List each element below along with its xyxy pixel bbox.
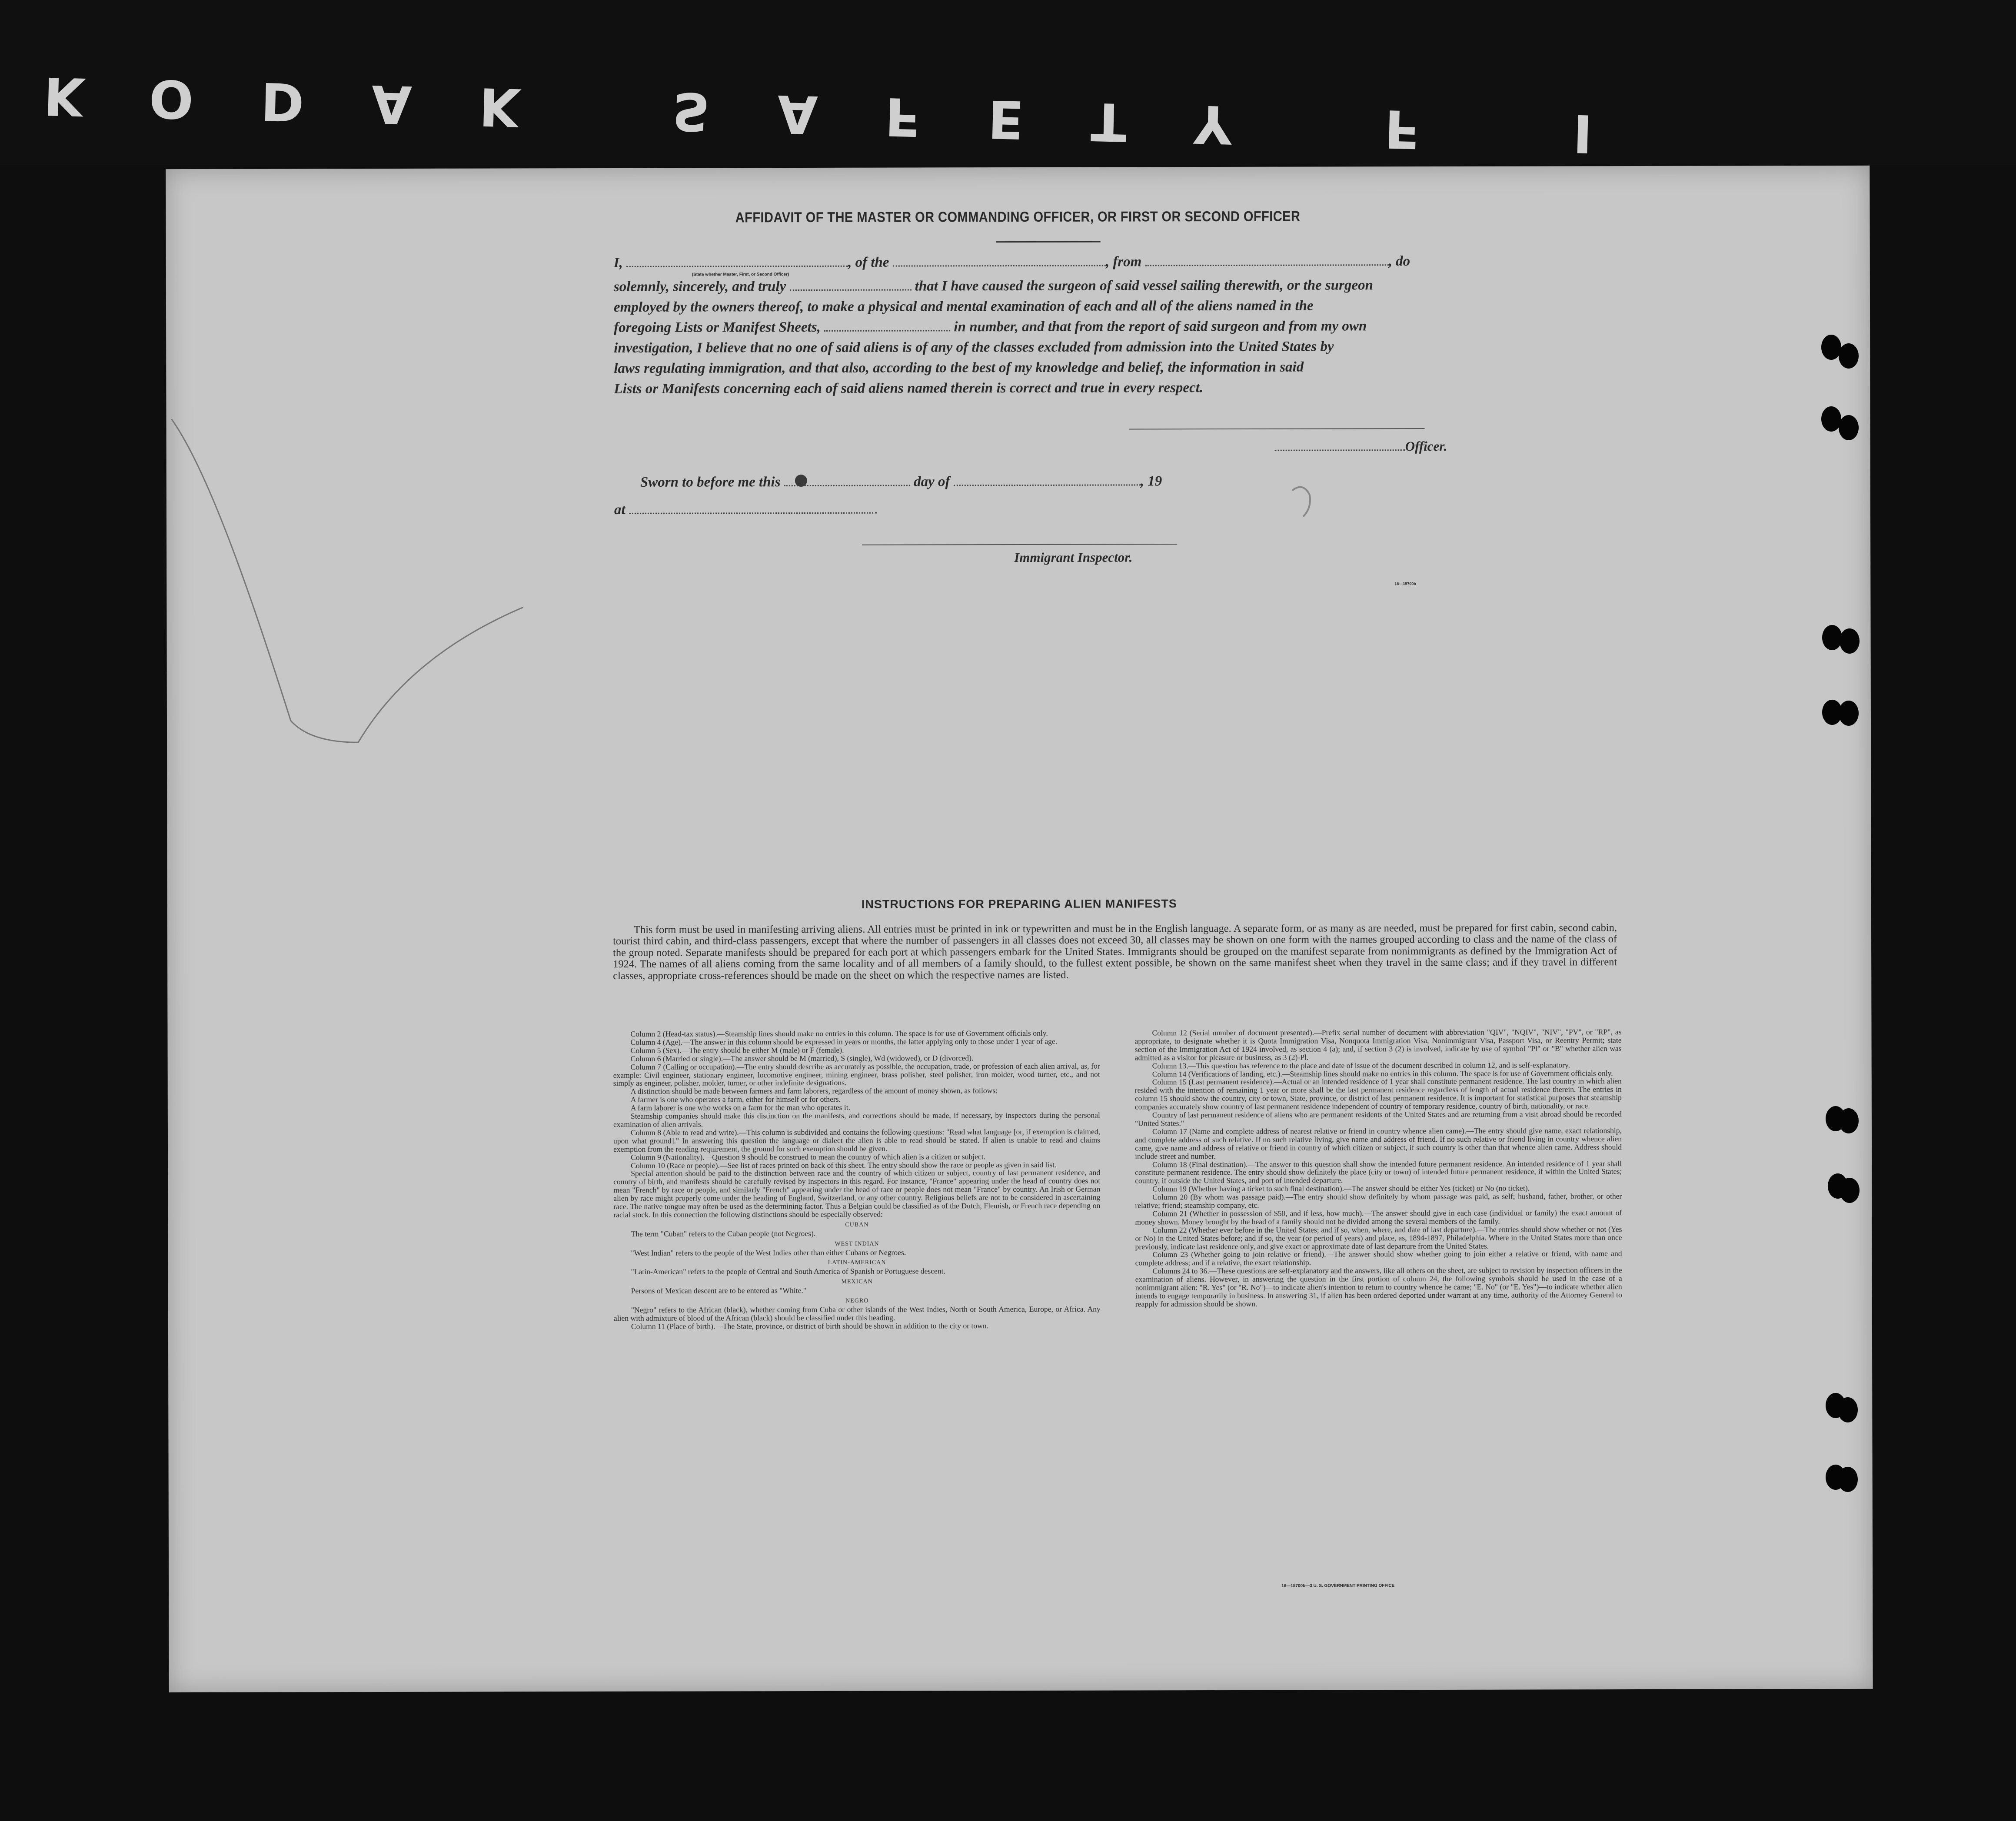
film-edge	[0, 0, 2016, 165]
punch-hole	[1839, 343, 1859, 369]
instruction-paragraph: Column 13.—This question has reference to the place and date of issue of the document described in column 12, and is self-explanatory.	[1152, 1060, 1570, 1070]
affidavit-line-1: I, , of the , from , do	[613, 253, 1411, 271]
affidavit-title: AFFIDAVIT OF THE MASTER OR COMMANDING OFFICER, OR FIRST OR SECOND OFFICER	[735, 208, 1301, 226]
affidavit-line-2: solemnly, sincerely, and truly that I have caused the surgeon of said vessel sailing therewith, or the surgeon	[613, 277, 1374, 295]
instruction-paragraph: Steamship companies should make this distinction on the manifests, and corrections should be made, if necessary, by inspectors during the personal examination of alien arrivals.	[613, 1110, 1100, 1129]
instruction-paragraph: Column 11 (Place of birth).—The State, province, or district of birth should be shown in addition to the city or town.	[631, 1321, 989, 1331]
instruction-paragraph: A farm laborer is one who works on a farm for the man who operates it.	[630, 1103, 851, 1113]
instruction-paragraph: Column 5 (Sex).—The entry should be either M (male) or F (female).	[630, 1045, 844, 1055]
printing-office-code: 16—15700b—3 U. S. GOVERNMENT PRINTING OFFICE	[1281, 1583, 1395, 1588]
instruction-paragraph: Country of last permanent residence of aliens who are permanent residents of the United States and are returning from a visit abroad should be recorded "United States."	[1134, 1110, 1622, 1128]
affidavit-line-3: employed by the owners thereof, to make a physical and mental examination of each and all of the aliens named in the	[613, 298, 1314, 315]
race-heading: LATIN-AMERICAN	[828, 1259, 886, 1266]
instruction-paragraph: Column 4 (Age).—The answer in this column should be expressed in years or months, the latter applying only to those under 1 year of age.	[630, 1037, 1058, 1047]
instruction-paragraph: Column 17 (Name and complete address of nearest relative or friend in country whence alien came).—The entry should give name, exact relationship, and complete address of such relative. If no such relative living, give name and address of friend. If no such relative or friend living in country whence alien came, give name and address of relative or friend in country of which citizen or subject, if such country is other than that whence alien came. Address should include street and number.	[1134, 1126, 1622, 1161]
affidavit-line-4: foregoing Lists or Manifest Sheets, in number, and that from the report of said surgeon and from my own	[614, 318, 1367, 336]
race-heading: NEGRO	[845, 1297, 869, 1304]
instruction-paragraph: Column 15 (Last permanent residence).—Actual or an intended residence of 1 year shall constitute permanent residence. The last country in which alien resided with the intention of remaining 1 year or more shall be the last permanent residence regardless of length of actual residence therein. The entries in column 15 should show the country, city or town, State, province, or district of last permanent residence. It is important for statistical purposes that steamship companies accurately show country of last permanent residence independent of country of temporary residence, country of birth, nationality, or race.	[1134, 1077, 1622, 1111]
punch-hole	[1838, 1397, 1858, 1422]
instruction-paragraph: Column 6 (Married or single).—The answer should be M (married), S (single), Wd (widowed), or D (divorced).	[630, 1053, 974, 1063]
instruction-paragraph: Columns 24 to 36.—These questions are self-explanatory and the answers, like all others on the sheet, are subject to revision by inspection officers in the examination of aliens. However, in answering the question in the first portion of column 24, the following symbols should be used in the case of a nonimmigrant alien: "R. Yes" (or "R. No")—to indicate alien's intention to return to country whence he came; "E. No" (or "E. Yes")—to indicate whether alien intends to engage temporarily in business. In answering 31, if alien has been ordered deported under warrant at any time, authority of the Attorney General to reapply for admission should be shown.	[1135, 1266, 1622, 1309]
punch-hole	[1839, 415, 1859, 440]
punch-hole	[1839, 1108, 1859, 1133]
instruction-paragraph: Column 21 (Whether in possession of $50, and if less, how much).—The answer should give in each case (individual or family) the exact amount of money shown. Money brought by the head of a family should not be divided among the several members of the family.	[1135, 1208, 1622, 1226]
race-heading: CUBAN	[845, 1221, 869, 1228]
race-heading: MEXICAN	[841, 1278, 873, 1286]
instruction-paragraph: "Negro" refers to the African (black), whether coming from Cuba or other islands of the West Indies, North or South America, Europe, or Africa. Any alien with admixture of blood of the African (black) should be classified under this heading.	[613, 1304, 1101, 1323]
instruction-paragraph: Special attention should be paid to the distinction between race and the country of which citizen or subject, country of last permanent residence, and country of birth, and manifests should be carefully revised by inspectors in this regard. For instance, "France" appearing under the head of country does not mean "French" by race or people, and similarly "French" appearing under the head of race or people does not mean "France" by country. An Irish or German alien by race might properly come under the heading of England, Switzerland, or any other country. Religious beliefs are not to be considered in ascertaining race. The native tongue may often be used as the determining factor. Thus a Belgian could be classified as of the Dutch, Flemish, or French race depending on racial stock. In this connection the following distinctions should be especially observed:	[613, 1168, 1101, 1219]
sworn-line: Sworn to before me this day of , 19	[640, 473, 1162, 490]
film-edge-print: KODAK SAFETY F I	[43, 65, 1661, 165]
instruction-paragraph: "Latin-American" refers to the people of Central and South America of Spanish or Portuguese descent.	[631, 1266, 945, 1276]
instruction-paragraph: Column 14 (Verifications of landing, etc.).—Steamship lines should make no entries in this column. The space is for use of Government officials only.	[1152, 1068, 1613, 1078]
instruction-paragraph: Column 2 (Head-tax status).—Steamship lines should make no entries in this column. The space is for use of Government officials only.	[630, 1028, 1048, 1038]
instruction-paragraph: Column 19 (Whether having a ticket to such final destination).—The answer should be either Yes (ticket) or No (no ticket).	[1152, 1183, 1530, 1193]
affidavit-line-5: investigation, I believe that no one of said aliens is of any of the classes excluded from admission into the United States by	[614, 339, 1334, 356]
instruction-paragraph: A distinction should be made between farmers and farm laborers, regardless of the amount of money shown, as follows:	[630, 1086, 998, 1096]
instruction-paragraph: Column 7 (Calling or occupation).—The entry should describe as accurately as possible, the occupation, trade, or profession of each alien arrival, as, for example: Civil engineer, stationary engineer, locomotive engineer, mining engineer, brass polisher, steel polisher, iron molder, wood turner, etc., and not simply as engineer, polisher, molder, turner, or other indefinite designations.	[613, 1061, 1100, 1088]
manifest-sheet	[166, 166, 1873, 1692]
instruction-paragraph: Column 9 (Nationality).—Question 9 should be construed to mean the country of which alien is a citizen or subject.	[631, 1152, 986, 1162]
punch-hole	[1839, 701, 1859, 726]
instructions-left-column	[613, 1029, 1100, 1331]
instruction-paragraph: Column 10 (Race or people).—See list of races printed on back of this sheet. The entry should show the race or people as given in said list.	[631, 1160, 1057, 1170]
instruction-paragraph: Column 8 (Able to read and write).—This column is subdivided and contains the following questions: "Read what language [or, if exemption is claimed, upon what ground]." In answering this question the language or dialect the alien is able to read should be stated. If alien is unable to read and claims exemption from the reading requirement, the ground for such exemption should be given.	[613, 1127, 1101, 1153]
officer-rank-note: (State whether Master, First, or Second Officer)	[692, 272, 789, 277]
punch-hole	[1840, 628, 1860, 654]
at-line: at	[614, 502, 877, 518]
instructions-right-column	[1134, 1028, 1622, 1308]
instruction-paragraph: Persons of Mexican descent are to be entered as "White."	[631, 1286, 806, 1296]
instruction-paragraph: Column 20 (By whom was passage paid).—The entry should show definitely by whom passage was paid, as self; husband, father, brother, or other relative; friend; steamship company, etc.	[1135, 1192, 1622, 1210]
affidavit-line-7: Lists or Manifests concerning each of said aliens named therein is correct and true in every respect.	[614, 380, 1204, 397]
inspector-label: Immigrant Inspector.	[1014, 549, 1133, 565]
instructions-intro: This form must be used in manifesting arriving aliens. All entries must be printed in ink or typewritten and must be in the English language. A separate form, or as many as are needed, must be prepared for first cabin, second cabin, tourist third cabin, and third-class passengers, except that where the number of passengers in all classes does not exceed 30, all classes may be shown on one form with the names grouped according to class and the name of the class of the group noted. Separate manifests should be prepared for each port at which passengers embark for the United States. Immigrants should be grouped on the manifest separate from nonimmigrants as defined by the Immigration Act of 1924. The names of all aliens coming from the same locality and of all members of a family should, to the fullest extent possible, be shown on the same manifest sheet when they travel in the same class; and if they travel in different classes, appropriate cross-references should be made on the sheet on which the respective names are listed.	[613, 922, 1617, 982]
punch-hole	[1822, 625, 1842, 650]
affidavit-line-6: laws regulating immigration, and that also, according to the best of my knowledge and belief, the information in said	[614, 359, 1304, 376]
punch-hole	[1838, 1467, 1858, 1492]
officer-label-row: Officer.	[1275, 439, 1447, 455]
instruction-paragraph: Column 12 (Serial number of document presented).—Prefix serial number of document with abbreviation "QIV", "NQIV", "NIV", "PV", or "RP", as appropriate, to designate whether it is Quota Immigration Visa, Nonquota Immigration Visa, Nonimmigrant Visa, Passport Visa, or Reentry Permit; state section of the Immigration Act of 1924 involved, as section 4 (a); and, if section 3 (2) is involved, indicate by use of symbol "Pl" or "B" whether alien was admitted as a visitor for pleasure or business, as 3 (2)-Pl.	[1134, 1027, 1622, 1062]
instruction-paragraph: Column 18 (Final destination).—The answer to this question shall show the intended future permanent residence. An intended residence of 1 year shall constitute permanent residence. The entry should show definitely the place (city or town) of intended future permanent residence, if within the United States; country, if outside the United States, and port of intended departure.	[1135, 1159, 1622, 1185]
instruction-paragraph: A farmer is one who operates a farm, either for himself or for others.	[630, 1095, 841, 1104]
instruction-paragraph: The term "Cuban" refers to the Cuban people (not Negroes).	[631, 1229, 816, 1238]
instructions-title: INSTRUCTIONS FOR PREPARING ALIEN MANIFESTS	[861, 897, 1177, 911]
race-heading: WEST INDIAN	[835, 1240, 879, 1247]
affidavit-form-code: 16—15700b	[1394, 582, 1416, 586]
instruction-paragraph: Column 23 (Whether going to join relative or friend).—The answer should show whether going to join either a relative or friend, with name and complete address; and if a relative, the exact relationship.	[1135, 1249, 1622, 1267]
punch-hole	[1840, 1178, 1860, 1203]
instruction-paragraph: "West Indian" refers to the people of the West Indies other than either Cubans or Negroes.	[631, 1248, 906, 1257]
instruction-paragraph: Column 22 (Whether ever before in the United States; and if so, when, where, and date of last departure).—The entries should show whether or not (Yes or No) in the United States before; and if so, the year (or period of years) and place, as, 1894-1897, Philadelphia. Where in the United States more than once previously, indicate last residence only, and give exact or approximate date of last departure from the United States.	[1135, 1224, 1622, 1251]
